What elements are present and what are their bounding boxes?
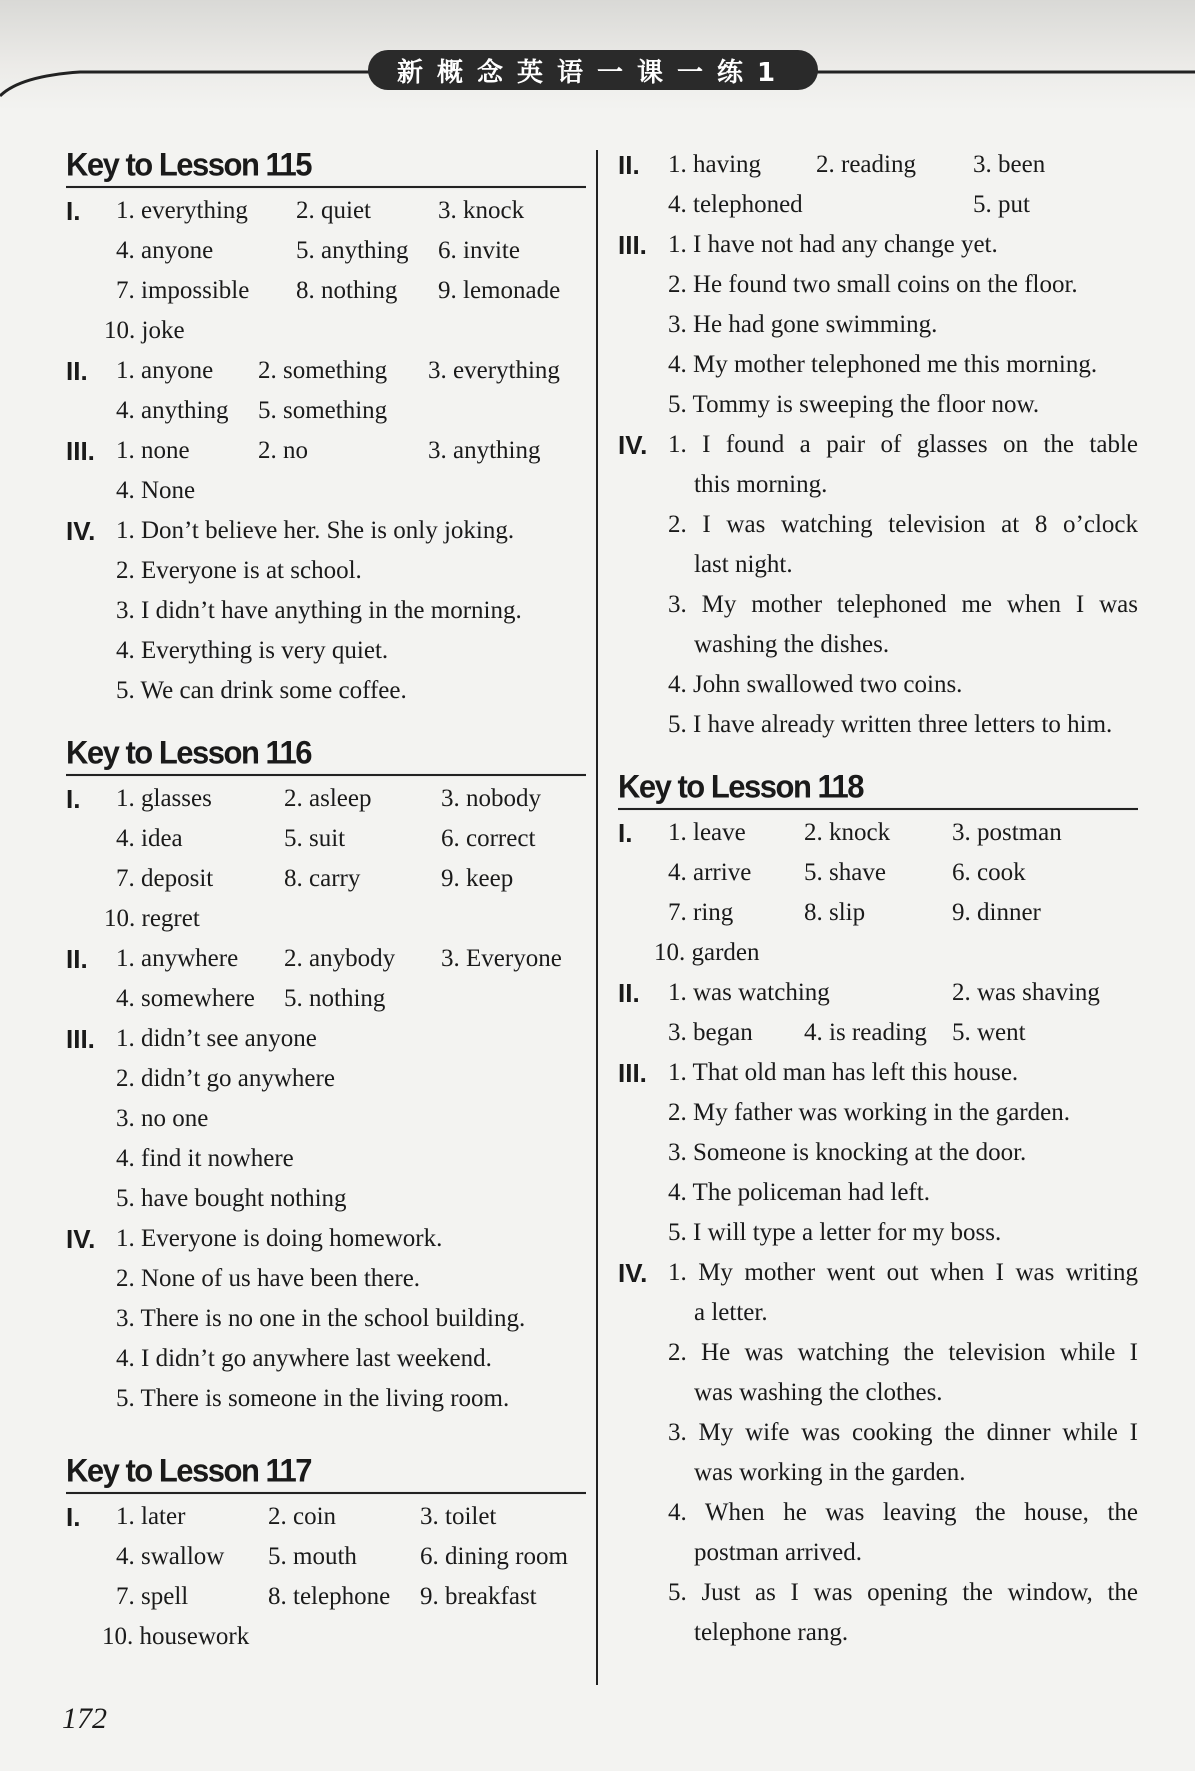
answer-line: 3. He had gone swimming. [668,311,938,338]
section-number: I. [618,818,633,848]
section-number: II. [618,150,640,180]
answer: 1. glasses [116,785,212,812]
answer-line: 2. My father was working in the garden. [668,1099,1070,1126]
answer: 3. began [668,1019,753,1046]
answer: 5. anything [296,237,409,264]
answer-line: 2. I was watching television at 8 o’clock [668,511,1138,538]
answer-row [104,899,586,939]
answer-row [668,1013,1138,1053]
lesson-title: Key to Lesson 118 [618,766,1138,810]
lesson-title: Key to Lesson 117 [66,1450,586,1494]
exercise-section [618,973,1138,1053]
answer: 5. mouth [268,1543,357,1570]
answer: 3. anything [428,437,541,464]
answer: 2. coin [268,1503,337,1530]
answer: 8. nothing [296,277,398,304]
answer: 1. later [116,1503,186,1530]
answer: 5. went [952,1019,1026,1046]
answer-line: 4. I didn’t go anywhere last weekend. [116,1345,492,1372]
answer: 3. Everyone [441,945,562,972]
section-number: II. [66,944,88,974]
answer: 10. joke [104,317,185,344]
answer-line: 5. I have already written three letters to him. [668,711,1113,738]
section-number: IV. [618,1258,648,1288]
answer-line: 4. My mother telephoned me this morning. [668,351,1098,378]
exercise-section [66,779,586,939]
answer: 5. put [973,191,1030,218]
answer: 2. something [258,357,388,384]
answer-line: 3. I didn’t have anything in the morning. [116,597,522,624]
right-column [618,145,1138,1653]
section-number: I. [66,784,81,814]
answer-line: 5. Tommy is sweeping the floor now. [668,391,1040,418]
answer: 10. regret [104,905,200,932]
answer-line-continued: postman arrived. [694,1539,863,1566]
answer: 1. was watching [668,979,830,1006]
answer: 7. ring [668,899,734,926]
left-column [66,145,586,1657]
answer-line: 5. I will type a letter for my boss. [668,1219,1002,1246]
answer-line: 5. We can drink some coffee. [116,677,407,704]
answer-line: 1. That old man has left this house. [668,1059,1019,1086]
section-number: IV. [66,1224,96,1254]
answer: 2. reading [816,151,916,178]
page-number: 172 [62,1702,107,1735]
answer-line-continued: was working in the garden. [694,1459,966,1486]
answer: 2. was shaving [952,979,1100,1006]
answer: 2. anybody [284,945,396,972]
answer-row [116,1537,586,1577]
answer-line: 3. My wife was cooking the dinner while I [668,1419,1138,1446]
answer-row [668,893,1138,933]
book-title-banner: 新概念英语一课一练1 [368,50,818,90]
answer: 4. arrive [668,859,752,886]
answer-row [668,973,1138,1013]
lesson-title: Key to Lesson 116 [66,732,586,776]
answer: 1. anyone [116,357,214,384]
exercise-section [618,1253,1138,1653]
answer-row [116,351,586,391]
answer-row [116,979,586,1019]
answer: 5. something [258,397,388,424]
exercise-section [66,939,586,1019]
answer: 1. leave [668,819,746,846]
answer-line: 3. Someone is knocking at the door. [668,1139,1027,1166]
section-number: III. [618,1058,647,1088]
answer-line: 2. None of us have been there. [116,1265,421,1292]
answer: 8. carry [284,865,361,892]
answer-row [668,145,1138,185]
answer: 2. quiet [296,197,371,224]
exercise-section [618,425,1138,745]
answer: 6. correct [441,825,536,852]
exercise-section [618,1053,1138,1253]
answer-line: 2. didn’t go anywhere [116,1065,335,1092]
answer: 3. been [973,151,1046,178]
answer: 3. knock [438,197,525,224]
answer-line: 4. When he was leaving the house, the [668,1499,1138,1526]
answer: 6. invite [438,237,520,264]
answer: 3. nobody [441,785,541,812]
answer-line: 5. There is someone in the living room. [116,1385,510,1412]
answer-line: 1. I found a pair of glasses on the table [668,431,1138,458]
answer: 3. postman [952,819,1062,846]
answer-line-continued: washing the dishes. [694,631,890,658]
exercise-section [618,145,1138,225]
answer: 1. everything [116,197,248,224]
answer: 7. impossible [116,277,250,304]
section-number: II. [66,356,88,386]
answer: 4. somewhere [116,985,255,1012]
answer: 4. swallow [116,1543,225,1570]
exercise-section [66,351,586,431]
answer-row [104,311,586,351]
lesson-title: Key to Lesson 115 [66,144,586,188]
answer: 4. anything [116,397,229,424]
answer-line-continued: this morning. [694,471,828,498]
answer: 9. dinner [952,899,1041,926]
answer: 3. toilet [420,1503,497,1530]
section-number: IV. [66,516,96,546]
answer-row [668,853,1138,893]
answer: 1. having [668,151,762,178]
answer: 5. shave [804,859,886,886]
answer-row [116,819,586,859]
exercise-section [66,1497,586,1657]
answer: 10. housework [102,1623,250,1650]
exercise-section [618,813,1138,973]
exercise-section [66,1219,586,1419]
answer-line-continued: last night. [694,551,793,578]
answer-row [102,1617,586,1657]
answer-line: 1. didn’t see anyone [116,1025,317,1052]
answer: 10. garden [654,939,760,966]
answer-line: 4. find it nowhere [116,1145,294,1172]
section-number: I. [66,1502,81,1532]
answer: 4. is reading [804,1019,927,1046]
answer: 4. telephoned [668,191,803,218]
answer-line: 4. Everything is very quiet. [116,637,389,664]
answer: 8. telephone [268,1583,391,1610]
answer-line: 3. no one [116,1105,209,1132]
answer-row [668,185,1138,225]
answer: 9. keep [441,865,514,892]
answer-line: 2. Everyone is at school. [116,557,362,584]
answer: 6. dining room [420,1543,568,1570]
answer-row [116,471,586,511]
answer-row [116,939,586,979]
answer: 4. idea [116,825,183,852]
answer: 4. None [116,477,196,504]
section-number: IV. [618,430,648,460]
answer-line: 5. have bought nothing [116,1185,347,1212]
answer: 4. anyone [116,237,214,264]
section-number: I. [66,196,81,226]
answer-row [116,1577,586,1617]
answer: 1. none [116,437,190,464]
answer: 5. suit [284,825,346,852]
exercise-section [66,191,586,351]
answer-line: 1. Everyone is doing homework. [116,1225,443,1252]
answer: 7. spell [116,1583,189,1610]
answer: 2. asleep [284,785,372,812]
answer-line: 5. Just as I was opening the window, the [668,1579,1138,1606]
answer: 2. knock [804,819,891,846]
answer-line: 2. He was watching the television while I [668,1339,1138,1366]
answer-line: 4. The policeman had left. [668,1179,930,1206]
answer-row [116,231,586,271]
answer: 5. nothing [284,985,386,1012]
answer: 6. cook [952,859,1026,886]
answer-row [116,391,586,431]
answer: 9. lemonade [438,277,561,304]
answer-row [116,271,586,311]
section-number: III. [618,230,647,260]
answer-row [116,431,586,471]
section-number: III. [66,436,95,466]
answer-line-continued: a letter. [694,1299,768,1326]
answer: 7. deposit [116,865,214,892]
column-divider [596,150,598,1685]
exercise-section [66,511,586,711]
answer: 9. breakfast [420,1583,537,1610]
answer-line-continued: was washing the clothes. [694,1379,943,1406]
answer-line: 3. There is no one in the school building. [116,1305,526,1332]
answer-line: 1. I have not had any change yet. [668,231,998,258]
answer-line: 4. John swallowed two coins. [668,671,963,698]
exercise-section [66,1019,586,1219]
answer-line: 2. He found two small coins on the floor. [668,271,1078,298]
answer-line: 3. My mother telephoned me when I was [668,591,1138,618]
answer-line: 1. Don’t believe her. She is only joking. [116,517,515,544]
answer: 1. anywhere [116,945,239,972]
answer: 2. no [258,437,308,464]
answer-row [668,813,1138,853]
answer-line: 1. My mother went out when I was writing [668,1259,1138,1286]
answer: 3. everything [428,357,560,384]
exercise-section [66,431,586,511]
answer-row [116,1497,586,1537]
answer-row [116,191,586,231]
section-number: III. [66,1024,95,1054]
section-number: II. [618,978,640,1008]
answer: 8. slip [804,899,866,926]
answer-row [116,779,586,819]
answer-line-continued: telephone rang. [694,1619,849,1646]
answer-row [116,859,586,899]
answer-row [654,933,1138,973]
exercise-section [618,225,1138,425]
